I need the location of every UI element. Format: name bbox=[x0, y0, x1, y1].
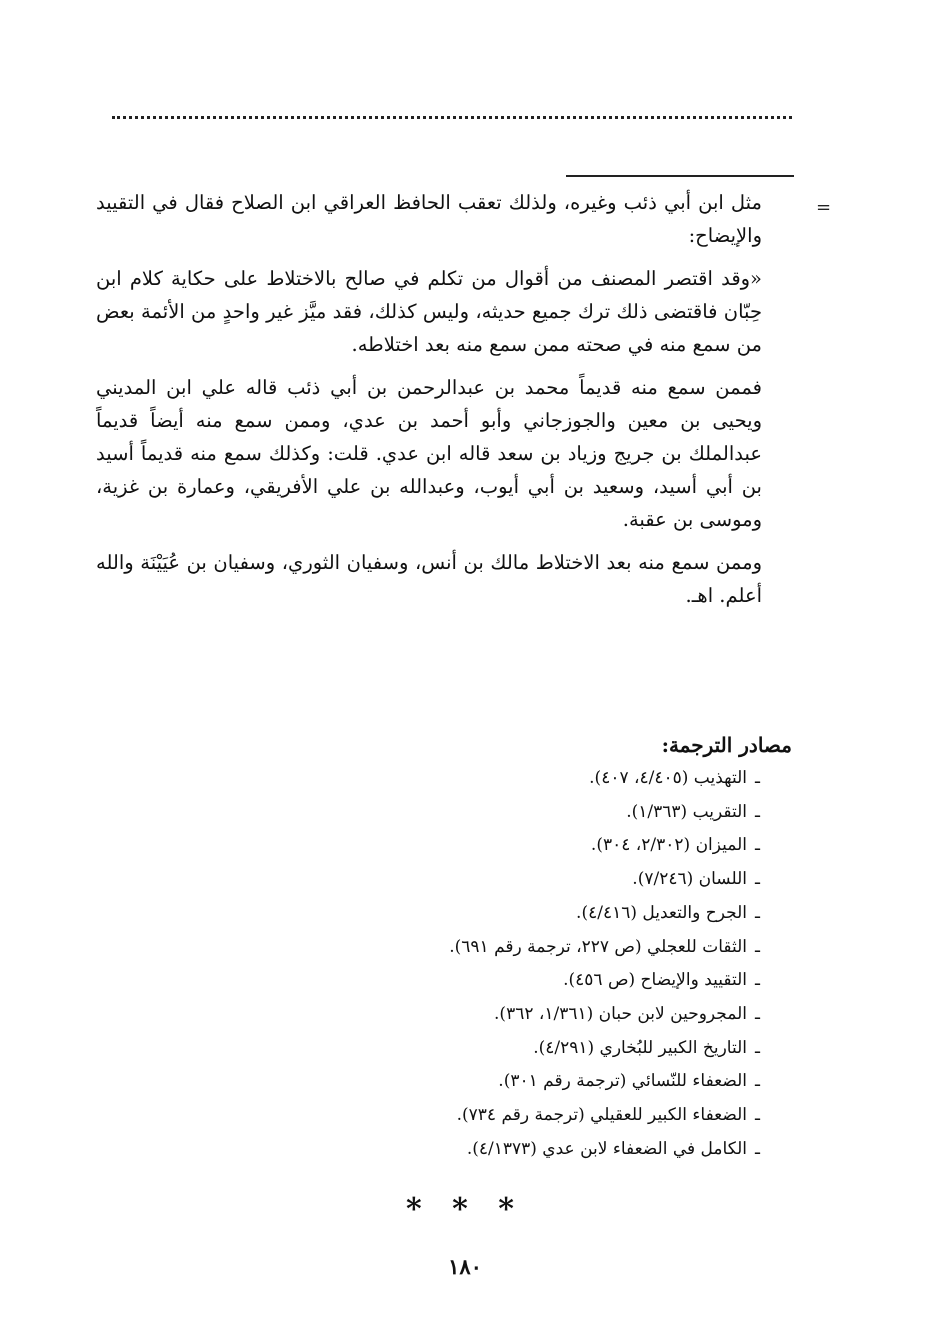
source-item bbox=[360, 1032, 760, 1066]
dotted-divider bbox=[112, 116, 792, 127]
footnote-paragraph-3: فممن سمع منه قديماً محمد بن عبدالرحمن بن أبي ذئب قاله علي ابن المديني ويحيى بن معين والجوزجاني وأبو أحمد بن عدي، وممن سمع منه أيضاً قديماً عبدالملك بن جريج وزياد بن سعد قاله ابن عدي. قلت: وكذلك سمع منه قديماً أسيد بن أبي أسيد، وسعيد بن أبي أيوب، وعبدالله بن علي الأفريقي، وعمارة بن غزية، وموسى بن عقبة. bbox=[96, 376, 762, 531]
list-dash: ـ bbox=[755, 1105, 760, 1126]
source-text: الجرح والتعديل (٤/٤١٦). bbox=[576, 902, 748, 923]
list-dash: ـ bbox=[755, 970, 760, 991]
source-text: الضعفاء للنّسائي (ترجمة رقم ٣٠١). bbox=[498, 1071, 748, 1092]
source-text: الثقات للعجلي (ص ٢٢٧، ترجمة رقم ٦٩١). bbox=[449, 936, 748, 957]
list-dash: ـ bbox=[755, 869, 760, 890]
source-item bbox=[360, 1099, 760, 1133]
list-dash: ـ bbox=[755, 1071, 760, 1092]
source-text: التقريب (١/٣٦٣). bbox=[626, 801, 748, 822]
source-text: التهذيب (٤/٤٠٥، ٤٠٧). bbox=[589, 768, 748, 788]
footnote-text bbox=[96, 186, 762, 622]
list-dash: ـ bbox=[755, 801, 760, 822]
list-dash: ـ bbox=[755, 936, 760, 957]
source-text: التقييد والإيضاح (ص ٤٥٦). bbox=[563, 970, 748, 991]
sources-list bbox=[360, 762, 760, 1166]
source-item bbox=[360, 829, 760, 863]
source-item bbox=[360, 964, 760, 998]
source-item bbox=[360, 1133, 760, 1167]
list-dash: ـ bbox=[755, 902, 760, 923]
source-text: الميزان (٢/٣٠٢، ٣٠٤). bbox=[590, 835, 748, 856]
source-item bbox=[360, 897, 760, 931]
source-text: الكامل في الضعفاء لابن عدي (٤/١٣٧٣). bbox=[466, 1138, 748, 1159]
sources-heading: مصادر الترجمة: bbox=[661, 733, 792, 757]
list-dash: ـ bbox=[755, 835, 760, 856]
source-item bbox=[360, 796, 760, 830]
source-text: التاريخ الكبير للبُخاري (٤/٢٩١). bbox=[533, 1037, 748, 1058]
source-text: المجروحين لابن حبان (١/٣٦١، ٣٦٢). bbox=[494, 1003, 748, 1024]
footnote-rule bbox=[566, 175, 794, 177]
list-dash: ـ bbox=[755, 1003, 760, 1024]
source-item bbox=[360, 931, 760, 965]
source-item bbox=[360, 998, 760, 1032]
source-text: الضعفاء الكبير للعقيلي (ترجمة رقم ٧٣٤). bbox=[456, 1105, 748, 1126]
list-dash: ـ bbox=[755, 768, 760, 788]
continuation-mark: = bbox=[816, 197, 832, 218]
source-item bbox=[360, 863, 760, 897]
page-number: ١٨٠ bbox=[448, 1254, 482, 1279]
source-item bbox=[360, 1065, 760, 1099]
source-text: اللسان (٧/٢٤٦). bbox=[632, 869, 748, 890]
footnote-paragraph-4: وممن سمع منه بعد الاختلاط مالك بن أنس، وسفيان الثوري، وسفيان بن عُيَيْنَة والله أعلم. اهـ. bbox=[96, 551, 762, 607]
footnote-paragraph-2: «وقد اقتصر المصنف من أقوال من تكلم في صالح بالاختلاط على حكاية كلام ابن حِبّان فاقتضى ذلك ترك جميع حديثه، وليس كذلك، فقد ميَّز غير واحدٍ من الأئمة بعض من سمع منه في صحته ممن سمع منه بعد اختلاطه. bbox=[96, 267, 762, 356]
list-dash: ـ bbox=[755, 1138, 760, 1159]
source-item bbox=[360, 762, 760, 796]
footnote-paragraph-1: مثل ابن أبي ذئب وغيره، ولذلك تعقب الحافظ العراقي ابن الصلاح فقال في التقييد والإيضاح: bbox=[96, 191, 762, 247]
section-separator: * * * bbox=[406, 1192, 524, 1227]
list-dash: ـ bbox=[755, 1037, 760, 1058]
